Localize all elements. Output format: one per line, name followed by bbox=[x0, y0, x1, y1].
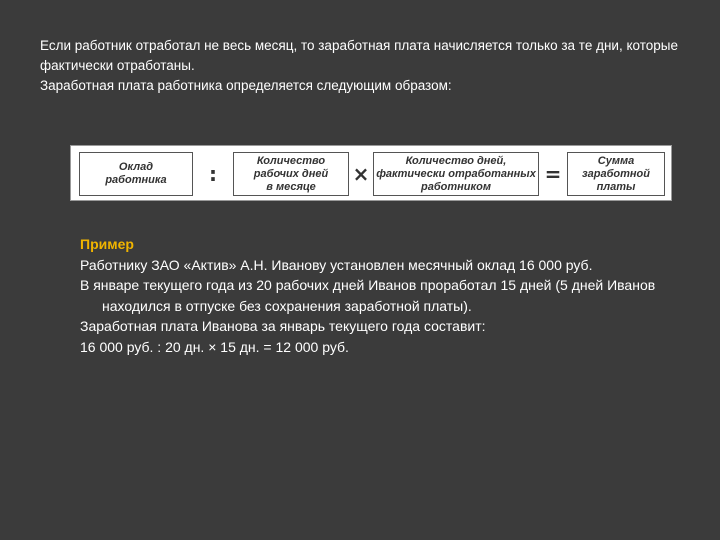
formula-box-working-days: Количество рабочих дней в месяце bbox=[233, 152, 349, 196]
example-block bbox=[80, 234, 680, 357]
intro-line-1: Если работник отработал не весь месяц, то заработная плата начисляется только за те дни, которые фактически отработаны. bbox=[40, 38, 678, 73]
intro-text bbox=[40, 36, 690, 96]
formula-box-salary: Оклад работника bbox=[79, 152, 193, 196]
formula-multiply-sign: × bbox=[352, 162, 370, 186]
intro-line-2: Заработная плата работника определяется следующим образом: bbox=[40, 78, 452, 93]
example-paragraph-1: Работнику ЗАО «Актив» А.Н. Иванову установлен месячный оклад 16 000 руб. bbox=[80, 256, 593, 273]
example-title: Пример bbox=[80, 236, 134, 252]
example-paragraph-2: В январе текущего года из 20 рабочих дней Иванов проработал 15 дней (5 дней Иванов находился в отпуске без сохранения заработной платы). bbox=[80, 277, 656, 314]
example-paragraph-3: Заработная плата Иванова за январь текущего года составит: bbox=[80, 318, 486, 334]
formula-box-actual-days: Количество дней, фактически отработанных работником bbox=[373, 152, 539, 196]
formula-equals-sign: = bbox=[544, 162, 562, 186]
formula-box-salary-sum: Сумма заработной платы bbox=[567, 152, 665, 196]
formula-divide-sign: : bbox=[209, 162, 217, 186]
example-paragraph-4: 16 000 руб. : 20 дн. × 15 дн. = 12 000 руб. bbox=[80, 338, 349, 355]
salary-formula bbox=[70, 145, 672, 201]
